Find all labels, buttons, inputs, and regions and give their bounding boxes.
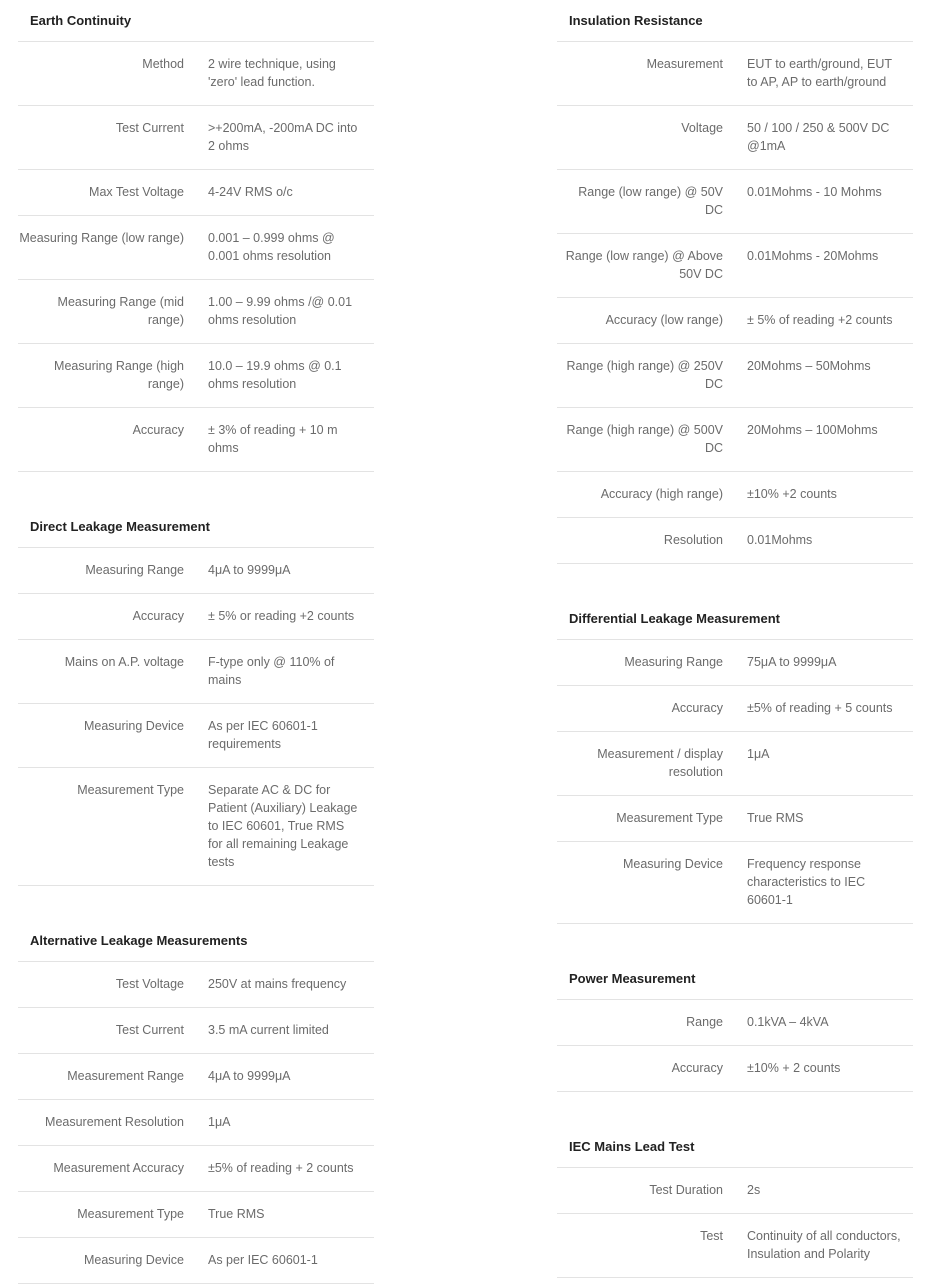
section-earth-continuity [18, 0, 374, 472]
spec-row [18, 594, 374, 640]
spec-row [18, 704, 374, 768]
section-header [557, 958, 913, 1000]
spec-label: Measurement Resolution [45, 1115, 184, 1129]
section-header [18, 506, 374, 548]
spec-value: ± 5% of reading +2 counts [747, 313, 893, 327]
spec-row [18, 1238, 374, 1284]
spec-value: 75μA to 9999μA [747, 655, 837, 669]
section-title: Direct Leakage Measurement [30, 519, 210, 534]
spec-label: Accuracy [132, 609, 184, 623]
spec-label: Accuracy [671, 701, 723, 715]
spec-label: Test [700, 1229, 723, 1243]
section-spacer [18, 886, 374, 920]
spec-label: Accuracy [132, 423, 184, 437]
section-title: Insulation Resistance [569, 13, 703, 28]
section-spacer [557, 564, 913, 598]
spec-value: As per IEC 60601-1 [208, 1253, 318, 1267]
spec-row [18, 216, 374, 280]
spec-row [557, 170, 913, 234]
spec-value: ± 3% of reading + 10 m ohms [208, 423, 338, 455]
spec-label: Test Voltage [115, 977, 184, 991]
spec-row [557, 1000, 913, 1046]
spec-row [18, 640, 374, 704]
spec-label: Accuracy (high range) [600, 487, 723, 501]
spec-row [557, 732, 913, 796]
spec-value: 50 / 100 / 250 & 500V DC @1mA [747, 121, 890, 153]
spec-value: Continuity of all conductors, Insulation and Polarity [747, 1229, 901, 1261]
section-title: Power Measurement [569, 971, 696, 986]
spec-row [18, 344, 374, 408]
spec-value: True RMS [208, 1207, 265, 1221]
spec-row [18, 1146, 374, 1192]
spec-label: Mains on A.P. voltage [64, 655, 184, 669]
spec-row [18, 170, 374, 216]
spec-label: Range (high range) @ 500V DC [566, 423, 723, 455]
section-spacer [18, 472, 374, 506]
spec-value: 1μA [747, 747, 770, 761]
spec-label: Measuring Range (mid range) [57, 295, 184, 327]
spec-label: Accuracy (low range) [605, 313, 723, 327]
section-differential-leakage-measurement [557, 598, 913, 924]
spec-row [557, 1168, 913, 1214]
section-title: Differential Leakage Measurement [569, 611, 780, 626]
section-iec-mains-lead-test [557, 1126, 913, 1278]
spec-label: Range (low range) @ Above 50V DC [565, 249, 723, 281]
section-alternative-leakage-measurements [18, 920, 374, 1284]
spec-label: Measuring Range (low range) [19, 231, 184, 245]
spec-label: Measurement Type [77, 1207, 184, 1221]
spec-value: F-type only @ 110% of mains [208, 655, 335, 687]
spec-label: Measurement Type [77, 783, 184, 797]
spec-row [557, 408, 913, 472]
spec-row [557, 344, 913, 408]
spec-value: 1.00 – 9.99 ohms /@ 0.01 ohms resolution [208, 295, 353, 327]
spec-value: 4μA to 9999μA [208, 563, 291, 577]
spec-row [557, 1214, 913, 1278]
spec-label: Measuring Device [83, 1253, 184, 1267]
spec-row [18, 1192, 374, 1238]
spec-row [557, 686, 913, 732]
spec-value: 3.5 mA current limited [208, 1023, 329, 1037]
section-power-measurement [557, 958, 913, 1092]
spec-value: ± 5% or reading +2 counts [208, 609, 355, 623]
spec-label: Test Duration [649, 1183, 723, 1197]
spec-row [18, 42, 374, 106]
spec-value: True RMS [747, 811, 804, 825]
spec-value: 4μA to 9999μA [208, 1069, 291, 1083]
section-title: IEC Mains Lead Test [569, 1139, 695, 1154]
spec-value: ±10% +2 counts [747, 487, 837, 501]
spec-label: Range [686, 1015, 723, 1029]
spec-value: Separate AC & DC for Patient (Auxiliary) Leakage to IEC 60601, True RMS for all remaining Leakage tests [208, 783, 358, 869]
section-header [557, 1126, 913, 1168]
spec-row [557, 298, 913, 344]
spec-label: Measurement [646, 57, 723, 71]
spec-label: Measurement Type [616, 811, 723, 825]
spec-value: 250V at mains frequency [208, 977, 347, 991]
spec-label: Test Current [115, 121, 184, 135]
spec-label: Accuracy [671, 1061, 723, 1075]
section-title: Earth Continuity [30, 13, 132, 28]
right-column [557, 0, 913, 1278]
spec-value: 0.001 – 0.999 ohms @ 0.001 ohms resolution [208, 231, 335, 263]
spec-value: >+200mA, -200mA DC into 2 ohms [208, 121, 358, 153]
spec-label: Measuring Range [85, 563, 184, 577]
spec-value: 0.01Mohms [747, 533, 813, 547]
spec-value: 4-24V RMS o/c [208, 185, 293, 199]
spec-value: As per IEC 60601-1 requirements [208, 719, 318, 751]
spec-label: Measuring Range [624, 655, 723, 669]
spec-value: 0.01Mohms - 20Mohms [747, 249, 879, 263]
left-column [18, 0, 374, 1284]
spec-value: 20Mohms – 100Mohms [747, 423, 878, 437]
section-spacer [557, 1092, 913, 1126]
section-header [557, 0, 913, 42]
spec-row [557, 234, 913, 298]
spec-label: Method [142, 57, 184, 71]
spec-label: Measurement / display resolution [597, 747, 723, 779]
section-header [18, 920, 374, 962]
spec-value: 20Mohms – 50Mohms [747, 359, 871, 373]
spec-label: Measurement Accuracy [53, 1161, 184, 1175]
spec-value: Frequency response characteristics to IEC 60601-1 [747, 857, 866, 907]
spec-label: Max Test Voltage [89, 185, 184, 199]
section-direct-leakage-measurement [18, 506, 374, 886]
section-header [18, 0, 374, 42]
spec-row [557, 640, 913, 686]
spec-label: Test Current [115, 1023, 184, 1037]
spec-label: Measurement Range [67, 1069, 184, 1083]
section-header [557, 598, 913, 640]
spec-row [18, 1100, 374, 1146]
spec-label: Voltage [681, 121, 723, 135]
spec-row [18, 962, 374, 1008]
spec-row [557, 42, 913, 106]
spec-row [18, 1054, 374, 1100]
spec-row [18, 106, 374, 170]
spec-value: 1μA [208, 1115, 231, 1129]
spec-label: Measuring Range (high range) [54, 359, 184, 391]
spec-row [557, 472, 913, 518]
spec-row [18, 408, 374, 472]
section-insulation-resistance [557, 0, 913, 564]
spec-row [557, 1046, 913, 1092]
spec-value: 10.0 – 19.9 ohms @ 0.1 ohms resolution [208, 359, 342, 391]
spec-value: ±5% of reading + 5 counts [747, 701, 893, 715]
spec-row [18, 548, 374, 594]
spec-label: Range (low range) @ 50V DC [578, 185, 723, 217]
spec-value: ±5% of reading + 2 counts [208, 1161, 354, 1175]
spec-label: Measuring Device [83, 719, 184, 733]
spec-label: Measuring Device [622, 857, 723, 871]
spec-value: 0.01Mohms - 10 Mohms [747, 185, 882, 199]
spec-value: ±10% + 2 counts [747, 1061, 841, 1075]
spec-row [18, 1008, 374, 1054]
spec-label: Range (high range) @ 250V DC [566, 359, 723, 391]
spec-row [557, 518, 913, 564]
spec-row [18, 280, 374, 344]
spec-row [557, 106, 913, 170]
spec-value: 2s [747, 1183, 761, 1197]
spec-row [18, 768, 374, 886]
spec-value: 2 wire technique, using 'zero' lead function. [208, 57, 336, 89]
spec-value: EUT to earth/ground, EUT to AP, AP to earth/ground [747, 57, 892, 89]
section-spacer [557, 924, 913, 958]
section-title: Alternative Leakage Measurements [30, 933, 248, 948]
spec-row [557, 796, 913, 842]
spec-label: Resolution [663, 533, 723, 547]
spec-value: 0.1kVA – 4kVA [747, 1015, 829, 1029]
spec-row [557, 842, 913, 924]
